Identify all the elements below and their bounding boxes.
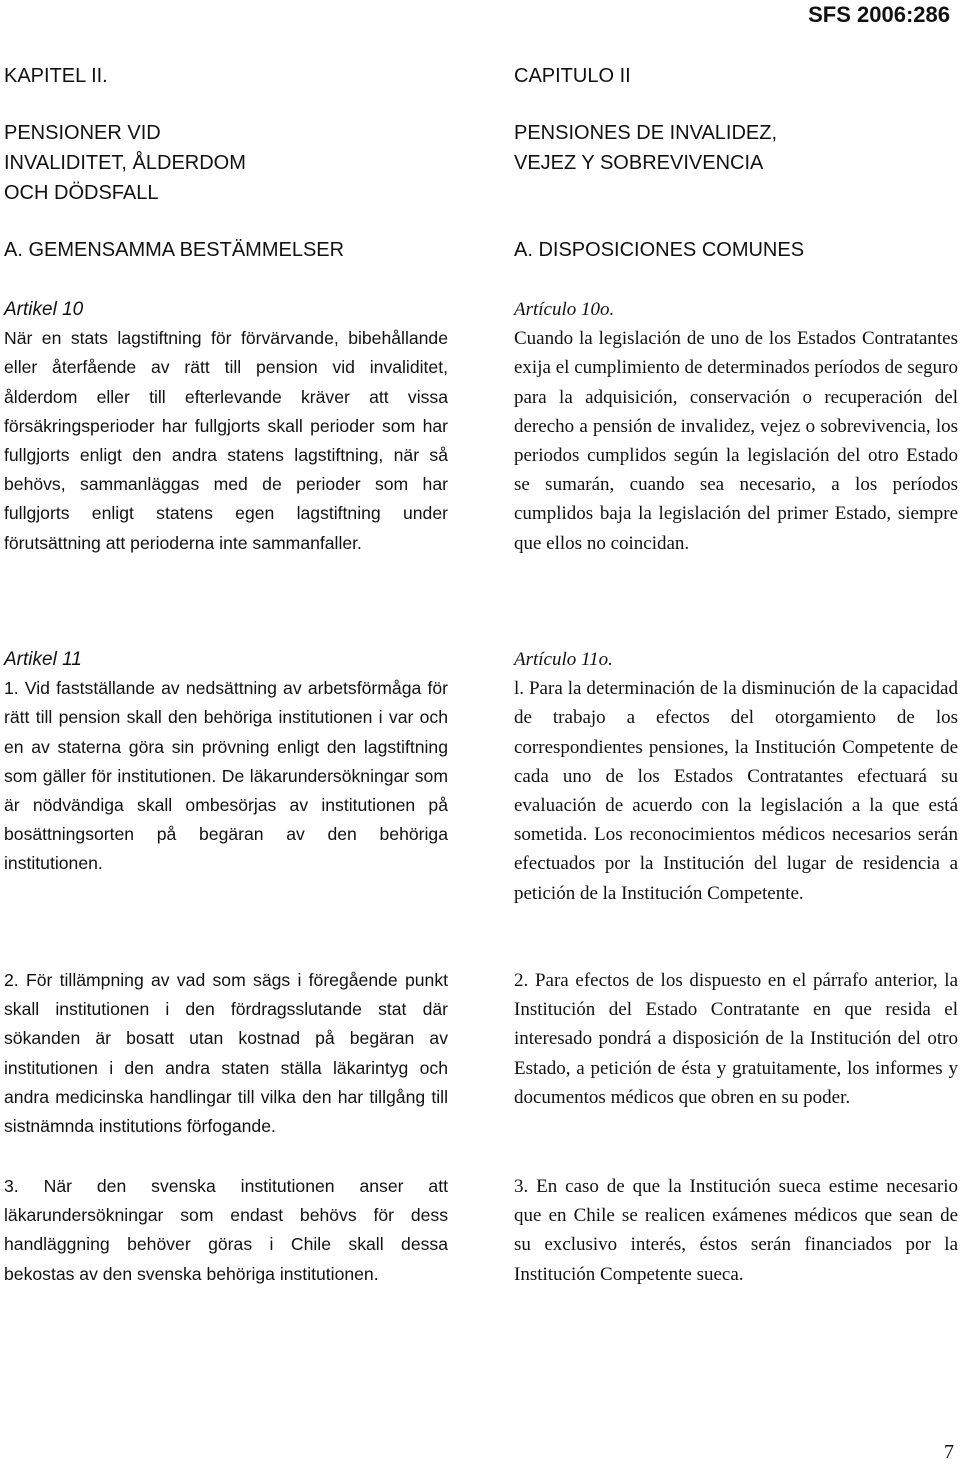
article-11-paragraph-2 [4, 966, 448, 1141]
article-paragraph-3: 3. En caso de que la Institución sueca estime necesario que en Chile se realicen exámenes médicos que sean de su exclusivo interés, éstos serán financiados por la Institución Competente sueca. [514, 1176, 958, 1285]
article-heading: Artikel 11 [4, 649, 82, 670]
article-text: När en stats lagstiftning för förvärvande, bibehållande eller återfående av rätt till pension vid invaliditet, ålderdom eller till efterlevande kräver att vissa försäkringsperioder har fullgjorts skall perioder som har fullgjorts enligt den andra statens lagstiftning, när så behövs, sammanläggas med de perioder som har fullgjorts enligt statens egen lagstiftning under förutsättning att perioderna inte sammanfaller. [4, 328, 448, 553]
article-11 [514, 645, 958, 908]
article-paragraph-3: 3. När den svenska institutionen anser att läkarundersökningar som endast behövs för dess handläggning behöver göras i Chile skall dessa bekostas av den svenska behöriga institutionen. [4, 1176, 448, 1284]
article-heading: Artículo 10o. [514, 299, 615, 320]
section-heading: A. GEMENSAMMA BESTÄMMELSER [4, 239, 345, 261]
article-11-paragraph-2 [514, 966, 958, 1112]
chapter-heading: CAPITULO II [514, 65, 631, 87]
article-11-paragraph-3 [514, 1172, 958, 1289]
article-heading: Artículo 11o. [514, 649, 613, 670]
page-number: 7 [944, 1441, 954, 1463]
document-reference: SFS 2006:286 [808, 2, 950, 27]
article-paragraph-2: 2. Para efectos de los dispuesto en el párrafo anterior, la Institución del Estado Contratante en que resida el interesado pondrá a disposición de la Institución del otro Estado, a petición de ésta y gratuitamente, los informes y documentos médicos que obren en su poder. [514, 970, 958, 1108]
article-11 [4, 645, 448, 879]
article-10 [514, 295, 958, 558]
chapter-title: PENSIONES DE INVALIDEZ, VEJEZ Y SOBREVIVENCIA [514, 122, 778, 174]
article-text: Cuando la legislación de uno de los Estados Contratantes exija el cumplimiento de determinados períodos de seguro para la adquisición, conservación o recuperación del derecho a pensión de invalidez, vejez o sobrevivencia, los periodos cumplidos según la legislación del otro Estado se sumarán, cuando sea necesario, a los períodos cumplidos baja la legislación del primer Estado, siempre que ellos no coincidan. [514, 328, 958, 554]
article-paragraph-2: 2. För tillämpning av vad som sägs i föregående punkt skall institutionen i den fördragsslutande stat där sökanden är bosatt utan kostnad på begäran av institutionen i den andra staten ställa läkarintyg och andra medicinska handlingar till vilka den har tillgång till sistnämnda institutions förfogande. [4, 970, 448, 1137]
article-paragraph-1: 1. Vid fastställande av nedsättning av arbetsförmåga för rätt till pension skall den behöriga institutionen i var och en av staterna göra sin prövning enligt den lagstiftning som gäller för institutionen. De läkarundersökningar som är nödvändiga skall ombesörjas av institutionen på bosättningsorten på begäran av den behöriga institutionen. [4, 678, 448, 874]
chapter-title: PENSIONER VID INVALIDITET, ÅLDERDOM OCH DÖDSFALL [4, 122, 246, 204]
chapter-heading: KAPITEL II. [4, 65, 108, 87]
section-heading: A. DISPOSICIONES COMUNES [514, 239, 805, 261]
article-paragraph-1: l. Para la determinación de la disminución de la capacidad de trabajo a efectos del otorgamiento de los correspondientes pensiones, la Institución Competente de cada uno de los Estados Contratantes efectuará su evaluación de acuerdo con la legislación a la que está sometida. Los reconocimientos médicos necesarios serán efectuados por la Institución del lugar de residencia a petición de la Institución Competente. [514, 678, 958, 904]
article-10 [4, 295, 448, 558]
article-heading: Artikel 10 [4, 299, 84, 320]
article-11-paragraph-3 [4, 1172, 448, 1289]
